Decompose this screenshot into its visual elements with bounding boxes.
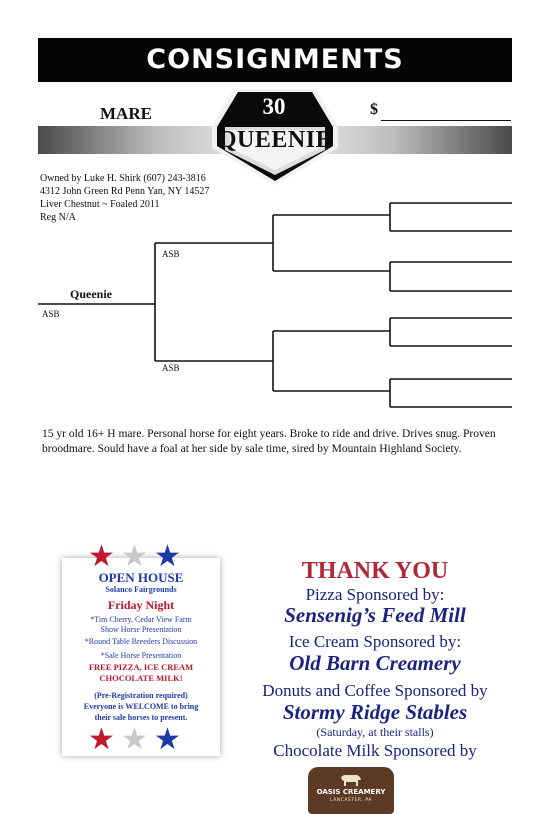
open-house-title: OPEN HOUSE [98,570,184,585]
horse-name-title: QUEENIE [217,127,333,153]
subject-breed: ASB [42,309,60,319]
lot-number: 30 [262,94,286,119]
red-star-icon: ★ [88,539,115,574]
pedigree-subject-name: Queenie [70,287,112,301]
mare-label: MARE [100,104,152,123]
donuts-label: Donuts and Coffee Sponsored by [262,681,488,700]
blue-star-icon: ★ [154,539,181,574]
open-house-item2: *Round Table Breeders Discussion [84,637,198,646]
cow-icon [339,772,363,787]
registration-line: Reg N/A [40,212,76,223]
pizza-sponsor: Sensenig’s Feed Mill [284,603,466,627]
open-house-item1-line1: *Tim Cherry, Cedar View Farm [90,615,192,624]
open-house-welcome-line1: Everyone is WELCOME to bring [83,702,199,711]
oasis-creamery-logo [308,767,394,814]
milk-label: Chocolate Milk Sponsored by [273,741,477,760]
open-house-free-line2: CHOCOLATE MILK! [99,673,183,683]
sire-breed: ASB [162,249,180,259]
open-house-item3: *Sale Horse Presentation [100,651,182,660]
silver-star-icon: ★ [121,539,148,574]
donuts-note: (Saturday, at their stalls) [316,725,434,739]
open-house-item1-line2: Show Horse Presentation [100,625,182,634]
donuts-sponsor: Stormy Ridge Stables [282,700,468,724]
logo-place: LANCASTER, PA [330,798,372,803]
red-star-icon: ★ [88,722,115,757]
color-foaled-line: Liver Chestnut ~ Foaled 2011 [40,199,160,210]
address-line: 4312 John Green Rd Penn Yan, NY 14527 [40,186,210,197]
logo-name: OASIS CREAMERY [316,788,386,796]
open-house-prereg: (Pre-Registration required) [94,691,188,700]
blue-star-icon: ★ [154,722,181,757]
horse-description: 15 yr old 16+ H mare. Personal horse for eight years. Broke to ride and drive. Drives snug. Proven broodmare. Sould have a foal at her side by sale time, sired by Mountain Highland Society. [42,428,496,455]
open-house-welcome-line2: their sale horses to present. [94,713,188,722]
icecream-label: Ice Cream Sponsored by: [288,632,462,651]
thank-you-title: THANK YOU [301,558,449,584]
price-symbol: $ [370,101,378,118]
open-house-free-line1: FREE PIZZA, ICE CREAM [88,662,194,672]
silver-star-icon: ★ [121,722,148,757]
owner-line: Owned by Luke H. Shirk (607) 243-3816 [40,173,206,184]
icecream-sponsor: Old Barn Creamery [289,651,461,675]
open-house-location: Solanco Fairgrounds [105,585,177,594]
page-title: CONSIGNMENTS [146,44,404,75]
open-house-when: Friday Night [107,598,175,612]
pizza-label: Pizza Sponsored by: [305,585,445,604]
dam-breed: ASB [162,363,180,373]
